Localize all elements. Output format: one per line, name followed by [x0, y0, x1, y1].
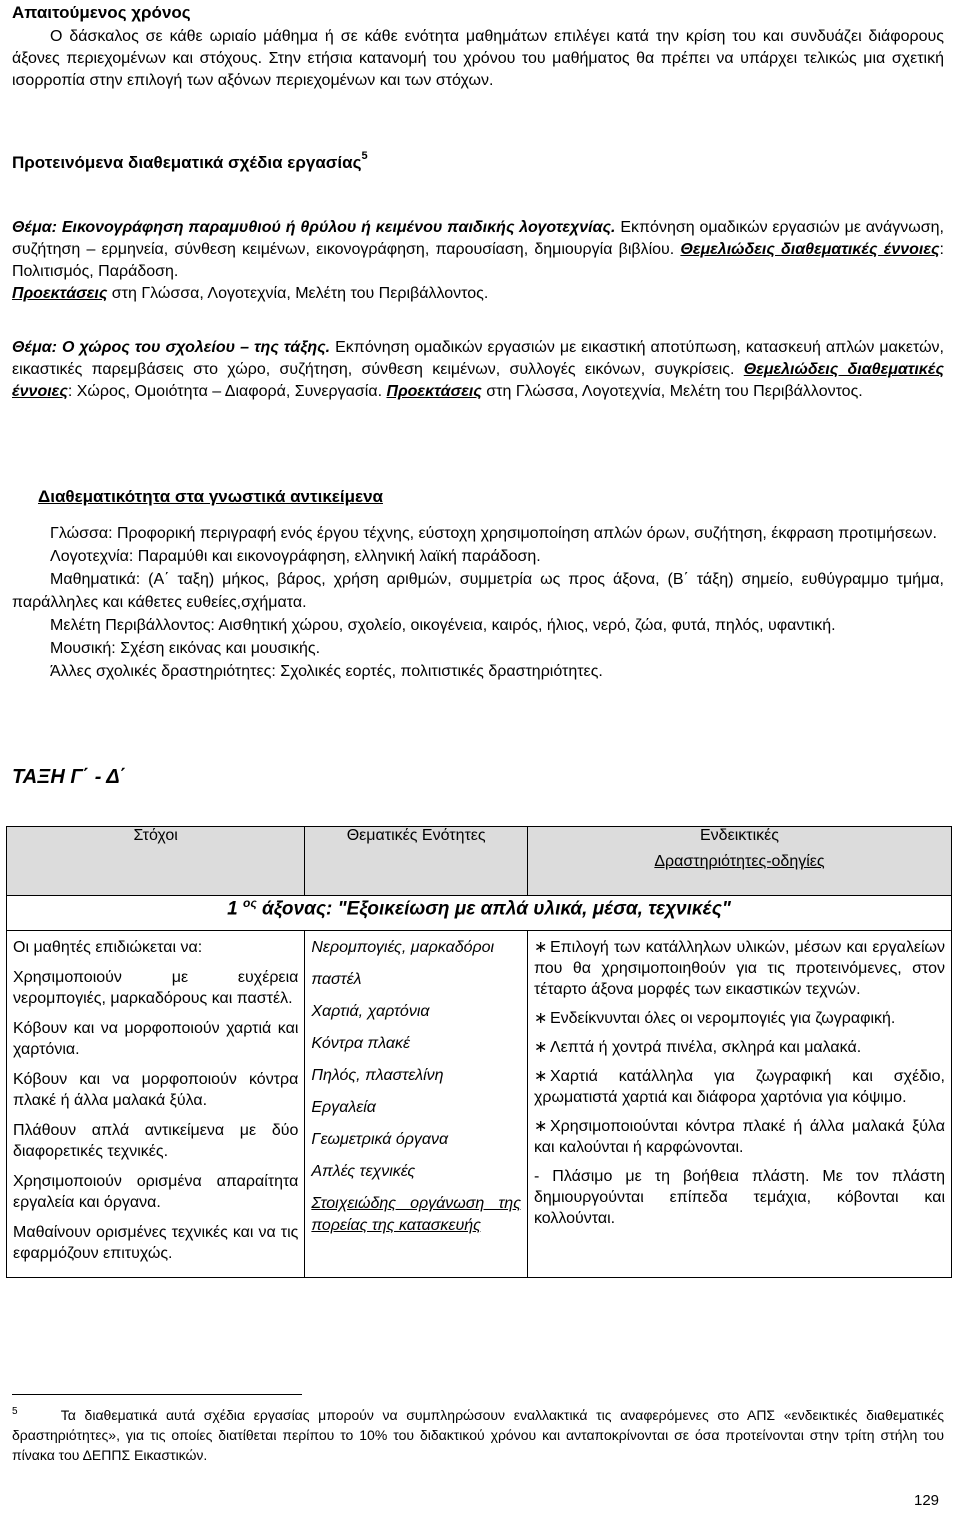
activity-text: Ενδείκνυνται όλες οι νερομπογιές για ζωγραφική. [549, 1010, 896, 1027]
goals-cell [7, 931, 305, 1278]
theme-1-concepts-label: Θεμελιώδεις διαθεματικές έννοιες [680, 241, 940, 258]
cross-item: Μελέτη Περιβάλλοντος: Αισθητική χώρου, σχολείο, οικογένεια, καιρός, ήλιος, νερό, ζώα, φυτά, πηλός, υφαντική. [50, 617, 836, 634]
unit-item: Κόντρα πλακέ [311, 1035, 410, 1052]
asterisk-icon: ∗ [533, 1068, 548, 1085]
axis-number: 1 [227, 898, 238, 920]
time-text: Ο δάσκαλος σε κάθε ωριαίο μάθημα ή σε κάθε ενότητα μαθημάτων επιλέγει κατά την κρίση του και συνδυάζει διάφορους άξονες περιεχομένων και στόχους. Στην ετήσια κατανομή του χρόνου του μαθήματος θα πρέπει να υπάρχει τελικώς μια σχετική ισορροπία στην επιλογή των αξόνων περιεχομένων και των στόχων. [12, 28, 944, 89]
theme-2-concepts-label: Θεμελιώδεις διαθεματικές έννοιες [12, 361, 945, 400]
unit-item: Πηλός, πλαστελίνη [311, 1067, 444, 1084]
unit-item: Εργαλεία [311, 1099, 376, 1116]
header-units: Θεματικές Ενότητες [305, 827, 528, 896]
asterisk-icon: ∗ [533, 1039, 548, 1056]
activities-cell [527, 931, 951, 1278]
cross-item: Λογοτεχνία: Παραμύθι και εικονογράφηση, ελληνική λαϊκή παράδοση. [50, 548, 541, 565]
goal-item: Κόβουν και να μορφοποιούν κόντρα πλακέ ή άλλα μαλακά ξύλα. [13, 1071, 299, 1109]
unit-item: Απλές τεχνικές [311, 1163, 416, 1180]
activity-item [534, 1037, 945, 1058]
unit-item-last: Στοιχειώδης οργάνωση της πορείας της κατασκευής [311, 1195, 521, 1234]
theme-1-ext: στη Γλώσσα, Λογοτεχνία, Μελέτη του Περιβάλλοντος. [107, 285, 489, 302]
axis-text: άξονας: "Εξοικείωση με απλά υλικά, μέσα, τεχνικές" [256, 898, 731, 920]
unit-item: Νερομπογιές, μαρκαδόροι [311, 939, 495, 956]
theme-2-concepts: : Χώρος, Ομοιότητα – Διαφορά, Συνεργασία. [67, 383, 387, 400]
theme-2-text: Εκπόνηση ομαδικών εργασιών με εικαστική αποτύπωση, κατασκευή απλών μακετών, εικαστικές παρεμβάσεις στο χώρο, συζήτηση, σύνθεση κειμένων, συλλογές εικόνων, συγκρίσεις. [12, 339, 945, 378]
asterisk-icon: ∗ [533, 1010, 548, 1027]
goal-item: Μαθαίνουν ορισμένες τεχνικές και να τις εφαρμόζουν επιτυχώς. [13, 1224, 299, 1262]
footnote-text: Τα διαθεματικά αυτά σχέδια εργασίας μπορούν να συμπληρώσουν εναλλακτικά τις αναφερόμενες στο ΑΠΣ «ενδεικτικές διαθεματικές δραστηριότητες», για τις οποίες διατίθεται περίπου το 10% του διδακτικού χρόνου και ανταποκρίνονται σε όσα προτείνονται στην τρίτη στήλη του πίνακα του ΔΕΠΠΣ Εικαστικών. [12, 1407, 944, 1463]
theme-1-concepts: : Πολιτισμός, Παράδοση. [12, 241, 944, 280]
header-goals: Στόχοι [7, 827, 305, 896]
goal-item: Κόβουν και να μορφοποιούν χαρτιά και χαρτόνια. [13, 1020, 299, 1058]
time-heading: Απαιτούμενος χρόνος [12, 3, 191, 22]
cross-item: Άλλες σχολικές δραστηριότητες: Σχολικές εορτές, πολιτιστικές δραστηριότητες. [50, 663, 603, 680]
theme-1-text: Εκπόνηση ομαδικών εργασιών με ανάγνωση, συζήτηση – ερμηνεία, σύνθεση κειμένων, εικονογράφηση, παρουσίαση, δημιουργία βιβλίου. [12, 219, 944, 258]
header-activities [527, 827, 951, 896]
goal-item: Οι μαθητές επιδιώκεται να: [13, 939, 203, 956]
cross-item: Μαθηματικά: (Α΄ ταξη) μήκος, βάρος, χρήση αριθμών, συμμετρία ως προς άξονα, (Β΄ τάξη) σημείο, ευθύγραμμο τμήμα, παράλληλες και κάθετες ευθείες,σχήματα. [12, 571, 944, 611]
theme-2-title: Θέμα: Ο χώρος του σχολείου – της τάξης. [12, 339, 331, 356]
unit-item: Γεωμετρικά όργανα [311, 1131, 449, 1148]
axis-ordinal: ος [242, 896, 257, 910]
plans-heading [12, 150, 368, 173]
plans-heading-text: Προτεινόμενα διαθεματικά σχέδια εργασίας [12, 153, 362, 172]
activity-item [534, 937, 945, 1000]
goal-item: Χρησιμοποιούν με ευχέρεια νερομπογιές, μαρκαδόρους και παστέλ. [13, 969, 299, 1007]
theme-2 [12, 337, 944, 403]
curriculum-table [6, 826, 952, 1278]
activity-text: Επιλογή των κατάλληλων υλικών, μέσων και εργαλείων που θα χρησιμοποιηθούν για τις προτεινόμενες, στον τέταρτο άξονα μορφές των εικαστικών τεχνών. [533, 939, 945, 998]
theme-2-ext-label: Προεκτάσεις [386, 383, 482, 400]
activity-text: Χαρτιά κατάλληλα για ζωγραφική και σχέδιο, χρωματιστά χαρτιά και διάφορα χαρτόνια για κόψιμο. [533, 1068, 945, 1106]
activity-item [534, 1066, 945, 1108]
cross-item: Γλώσσα: Προφορική περιγραφή ενός έργου τέχνης, εύστοχη χρησιμοποίηση απλών όρων, συζήτηση, έκφραση προτιμήσεων. [50, 525, 937, 542]
asterisk-icon: ∗ [533, 939, 548, 956]
theme-1 [12, 217, 944, 305]
axis-row [7, 896, 952, 931]
theme-2-ext: στη Γλώσσα, Λογοτεχνία, Μελέτη του Περιβάλλοντος. [481, 383, 863, 400]
activity-item [534, 1116, 945, 1158]
goal-item: Πλάθουν απλά αντικείμενα με δύο διαφορετικές τεχνικές. [13, 1122, 299, 1160]
activity-item [534, 1008, 945, 1029]
table-header-row [7, 827, 952, 896]
class-heading: ΤΑΞΗ Γ΄ - Δ΄ [12, 766, 127, 788]
units-cell [305, 931, 528, 1278]
footnote-divider [12, 1394, 302, 1395]
goal-item: Χρησιμοποιούν ορισμένα απαραίτητα εργαλεία και όργανα. [13, 1173, 299, 1211]
activity-text: Χρησιμοποιούνται κόντρα πλακέ ή άλλα μαλακά ξύλα και καλούνται ή καρφώνονται. [533, 1118, 945, 1156]
unit-item: παστέλ [311, 971, 362, 988]
header-activities-line1: Ενδεικτικές [699, 827, 779, 844]
theme-1-ext-label: Προεκτάσεις [12, 285, 108, 302]
cross-heading: Διαθεματικότητα στα γνωστικά αντικείμενα [38, 487, 383, 506]
axis-title [7, 896, 952, 931]
header-activities-line2: Δραστηριότητες-οδηγίες [654, 853, 825, 870]
asterisk-icon: ∗ [533, 1118, 548, 1135]
footnote [12, 1402, 944, 1465]
activity-text: Λεπτά ή χοντρά πινέλα, σκληρά και μαλακά. [549, 1039, 862, 1056]
cross-item: Μουσική: Σχέση εικόνας και μουσικής. [50, 640, 321, 657]
cross-list [12, 522, 944, 683]
plans-footnote-ref: 5 [361, 150, 368, 162]
unit-item: Χαρτιά, χαρτόνια [311, 1003, 430, 1020]
page-number: 129 [914, 1492, 940, 1509]
theme-1-title: Θέμα: Εικονογράφηση παραμυθιού ή θρύλου ή κειμένου παιδικής λογοτεχνίας. [12, 219, 616, 236]
time-paragraph [12, 26, 944, 92]
footnote-number: 5 [12, 1406, 18, 1417]
activity-item-last: - Πλάσιμο με τη βοήθεια πλάστη. Με τον πλάστη δημιουργούνται επίπεδα τεμάχια, κόβονται και κολλούνται. [533, 1168, 945, 1227]
table-row [7, 931, 952, 1278]
